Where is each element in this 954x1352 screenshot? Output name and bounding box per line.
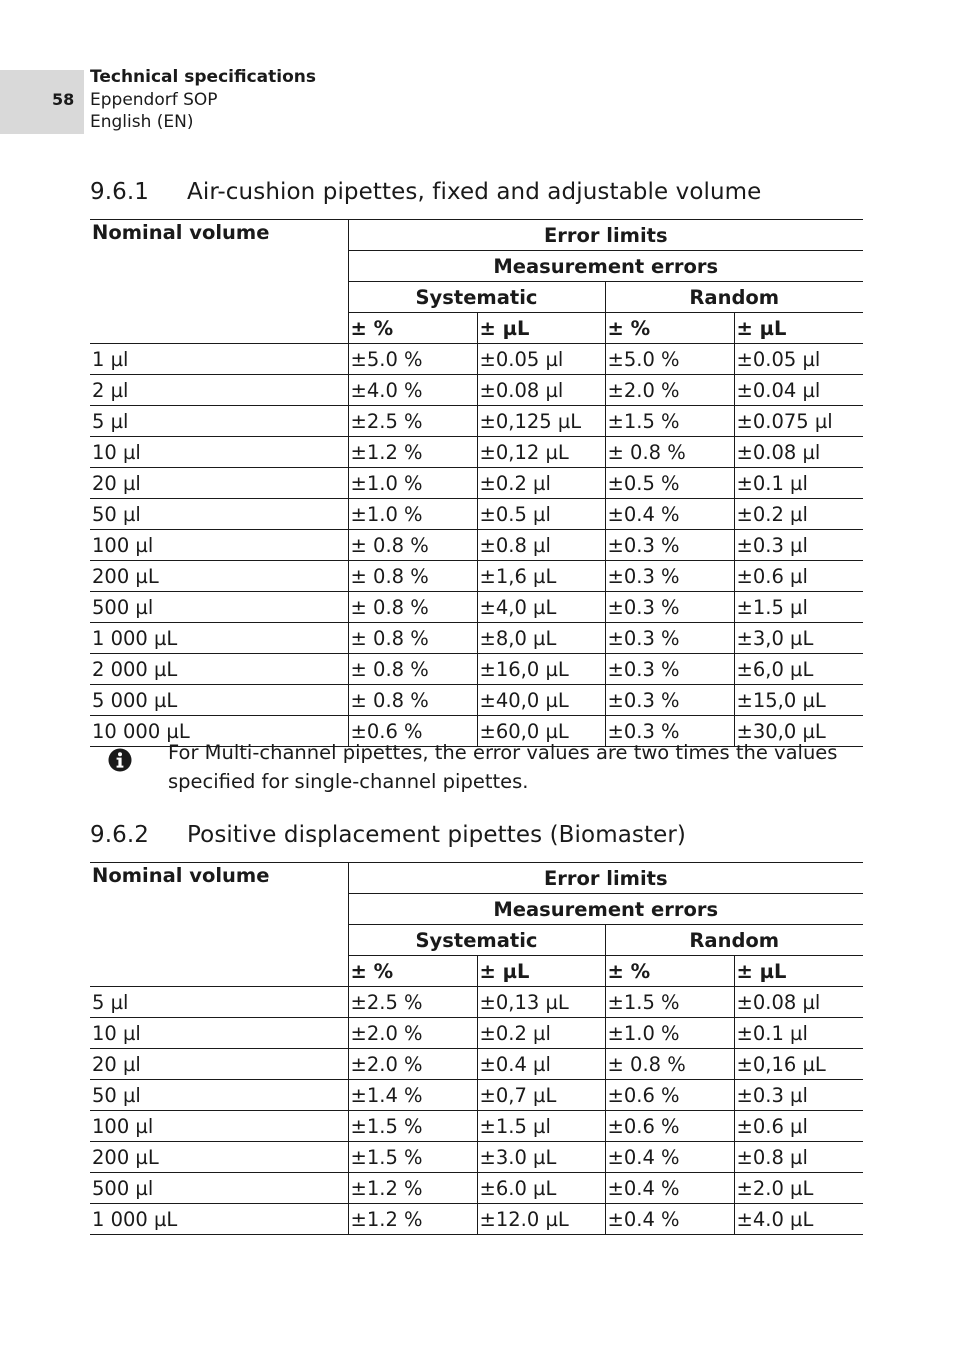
nominal-volume-cell: 5 000 µL: [90, 685, 348, 716]
header-systematic: Systematic: [348, 925, 605, 956]
error-value-cell: ±0.3 %: [605, 561, 734, 592]
unit-header: ± %: [605, 956, 734, 987]
error-value-cell: ±0,13 µL: [477, 987, 605, 1018]
error-value-cell: ±16,0 µL: [477, 654, 605, 685]
header-measurement-errors: Measurement errors: [348, 894, 863, 925]
error-value-cell: ±1.5 %: [605, 406, 734, 437]
table-row: [90, 1142, 863, 1173]
info-icon: [108, 748, 132, 772]
error-value-cell: ± 0.8 %: [348, 654, 477, 685]
error-value-cell: ±0.05 µl: [477, 344, 605, 375]
header-language: English (EN): [90, 112, 194, 132]
error-value-cell: ± 0.8 %: [348, 561, 477, 592]
error-value-cell: ± 0.8 %: [348, 623, 477, 654]
table-row: [90, 1080, 863, 1111]
table-row: [90, 437, 863, 468]
table-row: [90, 1111, 863, 1142]
section-title: Positive displacement pipettes (Biomaster): [187, 822, 687, 848]
header-random: Random: [605, 282, 863, 313]
error-value-cell: ±0.8 µl: [477, 530, 605, 561]
table-row: [90, 468, 863, 499]
nominal-volume-cell: 2 µl: [90, 375, 348, 406]
error-value-cell: ±0.08 µl: [734, 987, 863, 1018]
header-nominal-volume: Nominal volume: [90, 863, 348, 987]
error-value-cell: ±2.5 %: [348, 406, 477, 437]
nominal-volume-cell: 5 µl: [90, 406, 348, 437]
error-value-cell: ±0.5 µl: [477, 499, 605, 530]
table-row: [90, 375, 863, 406]
nominal-volume-cell: 200 µL: [90, 561, 348, 592]
error-value-cell: ± 0.8 %: [348, 530, 477, 561]
error-value-cell: ±0.08 µl: [734, 437, 863, 468]
unit-header: ± %: [348, 313, 477, 344]
table-row: [90, 1173, 863, 1204]
nominal-volume-cell: 100 µl: [90, 1111, 348, 1142]
error-value-cell: ±1.0 %: [348, 468, 477, 499]
error-value-cell: ± 0.8 %: [605, 437, 734, 468]
error-value-cell: ± 0.8 %: [348, 592, 477, 623]
error-value-cell: ±1.5 µl: [477, 1111, 605, 1142]
nominal-volume-cell: 100 µl: [90, 530, 348, 561]
nominal-volume-cell: 10 µl: [90, 437, 348, 468]
header-measurement-errors: Measurement errors: [348, 251, 863, 282]
table-row: [90, 561, 863, 592]
error-value-cell: ±0.6 %: [348, 716, 477, 747]
error-value-cell: ±1.5 %: [348, 1111, 477, 1142]
nominal-volume-cell: 1 000 µL: [90, 1204, 348, 1235]
positive-displacement-spec-table: [90, 862, 863, 1235]
error-value-cell: ±0.2 µl: [734, 499, 863, 530]
error-value-cell: ±1.4 %: [348, 1080, 477, 1111]
error-value-cell: ±0.4 %: [605, 499, 734, 530]
error-value-cell: ±0.3 %: [605, 654, 734, 685]
error-value-cell: ±0.04 µl: [734, 375, 863, 406]
section-number: 9.6.2: [90, 822, 150, 848]
unit-header: ± µL: [477, 956, 605, 987]
error-value-cell: ±1.0 %: [348, 499, 477, 530]
error-value-cell: ±2.0 %: [605, 375, 734, 406]
error-value-cell: ±1.0 %: [605, 1018, 734, 1049]
nominal-volume-cell: 1 µl: [90, 344, 348, 375]
info-note-text: For Multi-channel pipettes, the error values are two times the values specified for single-channel pipettes.: [168, 741, 838, 793]
error-value-cell: ±0,16 µL: [734, 1049, 863, 1080]
table-row: [90, 623, 863, 654]
table-row: [90, 499, 863, 530]
error-value-cell: ±4.0 µL: [734, 1204, 863, 1235]
error-value-cell: ±4.0 %: [348, 375, 477, 406]
error-value-cell: ±0.3 %: [605, 685, 734, 716]
nominal-volume-cell: 50 µl: [90, 499, 348, 530]
error-value-cell: ± 0.8 %: [605, 1049, 734, 1080]
nominal-volume-cell: 20 µl: [90, 1049, 348, 1080]
error-value-cell: ±0.6 %: [605, 1080, 734, 1111]
error-value-cell: ±4,0 µL: [477, 592, 605, 623]
error-value-cell: ±0.3 %: [605, 530, 734, 561]
table-row: [90, 1018, 863, 1049]
nominal-volume-cell: 10 000 µL: [90, 716, 348, 747]
error-value-cell: ±3,0 µL: [734, 623, 863, 654]
error-value-cell: ±1.2 %: [348, 437, 477, 468]
error-value-cell: ±1.5 %: [348, 1142, 477, 1173]
header-document: Eppendorf SOP: [90, 89, 218, 110]
header-nominal-volume: Nominal volume: [90, 220, 348, 344]
error-value-cell: ±0.4 %: [605, 1142, 734, 1173]
error-value-cell: ±12.0 µL: [477, 1204, 605, 1235]
error-value-cell: ±0.5 %: [605, 468, 734, 499]
error-value-cell: ±60,0 µL: [477, 716, 605, 747]
section-heading-961: [90, 179, 761, 205]
error-value-cell: ±2.0 %: [348, 1049, 477, 1080]
header-title: Technical specifications: [90, 67, 316, 87]
table-row: [90, 1049, 863, 1080]
error-value-cell: ±0,125 µL: [477, 406, 605, 437]
error-value-cell: ±0.1 µl: [734, 468, 863, 499]
nominal-volume-cell: 50 µl: [90, 1080, 348, 1111]
running-header: [90, 66, 316, 134]
error-value-cell: ±0.3 %: [605, 716, 734, 747]
nominal-volume-cell: 20 µl: [90, 468, 348, 499]
error-value-cell: ±40,0 µL: [477, 685, 605, 716]
table-row: [90, 530, 863, 561]
error-value-cell: ±0.6 µl: [734, 1111, 863, 1142]
error-value-cell: ±0.6 µl: [734, 561, 863, 592]
air-cushion-spec-table: [90, 219, 863, 747]
error-value-cell: ±0.4 %: [605, 1173, 734, 1204]
nominal-volume-cell: 2 000 µL: [90, 654, 348, 685]
table-row: [90, 1204, 863, 1235]
error-value-cell: ±0.3 µl: [734, 530, 863, 561]
nominal-volume-cell: 500 µl: [90, 592, 348, 623]
nominal-volume-cell: 5 µl: [90, 987, 348, 1018]
table-row: [90, 654, 863, 685]
error-value-cell: ±2.0 %: [348, 1018, 477, 1049]
error-value-cell: ±6.0 µL: [477, 1173, 605, 1204]
table-row: [90, 685, 863, 716]
error-value-cell: ± 0.8 %: [348, 685, 477, 716]
error-value-cell: ±0.8 µl: [734, 1142, 863, 1173]
error-value-cell: ±0.075 µl: [734, 406, 863, 437]
table-row: [90, 344, 863, 375]
section-heading-962: [90, 822, 686, 848]
error-value-cell: ±6,0 µL: [734, 654, 863, 685]
error-value-cell: ±0.1 µl: [734, 1018, 863, 1049]
error-value-cell: ±1.2 %: [348, 1173, 477, 1204]
header-random: Random: [605, 925, 863, 956]
nominal-volume-cell: 10 µl: [90, 1018, 348, 1049]
error-value-cell: ±5.0 %: [605, 344, 734, 375]
header-error-limits: Error limits: [348, 220, 863, 251]
table-row: [90, 406, 863, 437]
error-value-cell: ±30,0 µL: [734, 716, 863, 747]
table-row: [90, 592, 863, 623]
error-value-cell: ±0.3 µl: [734, 1080, 863, 1111]
table-row: [90, 987, 863, 1018]
error-value-cell: ±15,0 µL: [734, 685, 863, 716]
unit-header: ± µL: [734, 313, 863, 344]
error-value-cell: ±1,6 µL: [477, 561, 605, 592]
unit-header: ± µL: [734, 956, 863, 987]
error-value-cell: ±0.4 %: [605, 1204, 734, 1235]
error-value-cell: ±0,7 µL: [477, 1080, 605, 1111]
unit-header: ± %: [605, 313, 734, 344]
error-value-cell: ±0,12 µL: [477, 437, 605, 468]
section-title: Air-cushion pipettes, fixed and adjustable volume: [187, 179, 762, 205]
error-value-cell: ±1.5 µl: [734, 592, 863, 623]
nominal-volume-cell: 1 000 µL: [90, 623, 348, 654]
section-number: 9.6.1: [90, 179, 150, 205]
error-value-cell: ±0.08 µl: [477, 375, 605, 406]
error-value-cell: ±0.2 µl: [477, 1018, 605, 1049]
error-value-cell: ±1.5 %: [605, 987, 734, 1018]
error-value-cell: ±0.3 %: [605, 623, 734, 654]
error-value-cell: ±0.3 %: [605, 592, 734, 623]
error-value-cell: ±8,0 µL: [477, 623, 605, 654]
nominal-volume-cell: 500 µl: [90, 1173, 348, 1204]
error-value-cell: ±3.0 µL: [477, 1142, 605, 1173]
error-value-cell: ±2.0 µL: [734, 1173, 863, 1204]
error-value-cell: ±1.2 %: [348, 1204, 477, 1235]
error-value-cell: ±0.2 µl: [477, 468, 605, 499]
header-error-limits: Error limits: [348, 863, 863, 894]
header-systematic: Systematic: [348, 282, 605, 313]
unit-header: ± %: [348, 956, 477, 987]
nominal-volume-cell: 200 µL: [90, 1142, 348, 1173]
error-value-cell: ±0.4 µl: [477, 1049, 605, 1080]
error-value-cell: ±0.6 %: [605, 1111, 734, 1142]
page-number: 58: [52, 90, 75, 109]
error-value-cell: ±2.5 %: [348, 987, 477, 1018]
unit-header: ± µL: [477, 313, 605, 344]
error-value-cell: ±5.0 %: [348, 344, 477, 375]
error-value-cell: ±0.05 µl: [734, 344, 863, 375]
